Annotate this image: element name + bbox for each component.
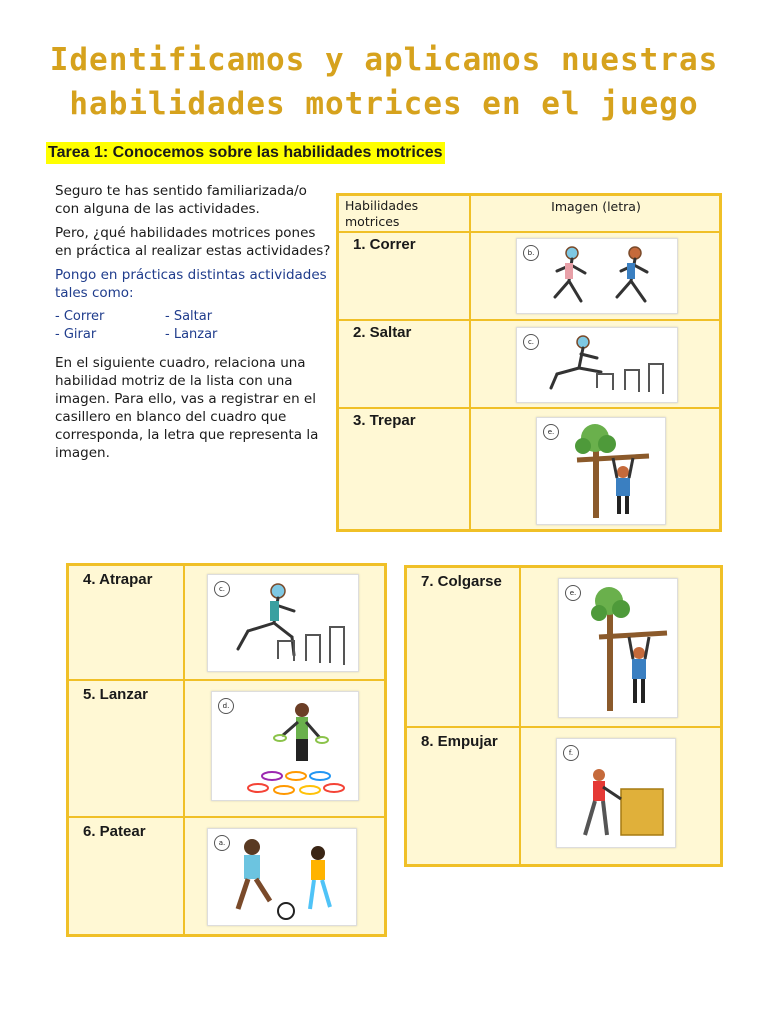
header-cell-skills: [338, 195, 470, 232]
image-letter: a.: [214, 835, 230, 851]
catching-image: [207, 574, 359, 672]
tree-hang-icon: [559, 579, 677, 717]
intro-paragraph-3: Pongo en prácticas distintas actividades tales como:: [55, 267, 327, 301]
skill-cell-8[interactable]: [406, 727, 520, 865]
image-letter: e.: [543, 424, 559, 440]
hurdle-jump-icon: [517, 328, 677, 402]
image-cell-8: [520, 727, 721, 865]
page-title-line-2: habilidades motrices en el juego: [69, 86, 699, 122]
jumping-image: [516, 327, 678, 403]
activity-item: - Correr: [55, 309, 105, 324]
header-image: Imagen (letra): [551, 199, 641, 214]
kicking-image: [207, 828, 357, 926]
task-heading: Tarea 1: Conocemos sobre las habilidades motrices: [46, 142, 445, 164]
skill-cell-7[interactable]: [406, 567, 520, 727]
activity-item: - Girar: [55, 327, 97, 342]
activity-item: - Lanzar: [165, 327, 218, 342]
image-letter: d.: [218, 698, 234, 714]
hanging-image: [558, 578, 678, 718]
image-cell-6: [184, 817, 385, 935]
image-letter: c.: [214, 581, 230, 597]
pushing-image: [556, 738, 676, 848]
activity-list: [55, 308, 335, 344]
kicking-ball-icon: [208, 829, 356, 925]
intro-paragraph-1: Seguro te has sentido familiarizada/o con alguna de las actividades.: [55, 183, 307, 217]
skill-cell-1[interactable]: [338, 232, 470, 320]
image-cell-4: [184, 565, 385, 680]
box-push-icon: [557, 739, 675, 847]
image-cell-1: [470, 232, 720, 320]
image-cell-3: [470, 408, 720, 530]
skill-cell-6[interactable]: [68, 817, 184, 935]
hurdle-jump-icon: [208, 575, 358, 671]
ring-toss-icon: [212, 692, 358, 800]
tree-hang-icon: [537, 418, 665, 524]
skill-label-5: 5. Lanzar: [83, 686, 149, 703]
skill-label-2: 2. Saltar: [353, 324, 412, 341]
page-title-line-1: Identificamos y aplicamos nuestras: [49, 42, 719, 78]
image-cell-5: [184, 680, 385, 817]
image-cell-7: [520, 567, 721, 727]
running-image: [516, 238, 678, 314]
skill-label-8: 8. Empujar: [421, 733, 498, 750]
image-letter: b.: [523, 245, 539, 261]
activity-item: - Saltar: [165, 309, 213, 324]
intro-paragraph-2: Pero, ¿qué habilidades motrices pones en práctica al realizar estas actividades?: [55, 225, 331, 259]
skills-table-right: [404, 565, 723, 867]
skill-cell-2[interactable]: [338, 320, 470, 408]
skills-table-left: [66, 563, 387, 937]
skill-cell-4[interactable]: [68, 565, 184, 680]
skill-label-7: 7. Colgarse: [421, 573, 502, 590]
skill-label-3: 3. Trepar: [353, 412, 416, 429]
throwing-image: [211, 691, 359, 801]
image-letter: c.: [523, 334, 539, 350]
image-cell-2: [470, 320, 720, 408]
skill-label-1: 1. Correr: [353, 236, 416, 253]
climbing-image: [536, 417, 666, 525]
header-cell-image: [470, 195, 720, 232]
skill-cell-3[interactable]: [338, 408, 470, 530]
image-letter: f.: [563, 745, 579, 761]
skill-label-6: 6. Patear: [83, 823, 146, 840]
intro-text: [55, 182, 335, 468]
image-letter: e.: [565, 585, 581, 601]
header-skills: Habilidades motrices: [345, 198, 419, 229]
running-figures-icon: [517, 239, 677, 313]
skill-cell-5[interactable]: [68, 680, 184, 817]
intro-paragraph-4: En el siguiente cuadro, relaciona una habilidad motriz de la lista con una imagen. Para ello, vas a registrar en el casillero en blanco del cuadro que corresponda, la letra que representa la imagen.: [55, 355, 319, 461]
skill-label-4: 4. Atrapar: [83, 571, 153, 588]
skills-table-top: [336, 193, 722, 532]
